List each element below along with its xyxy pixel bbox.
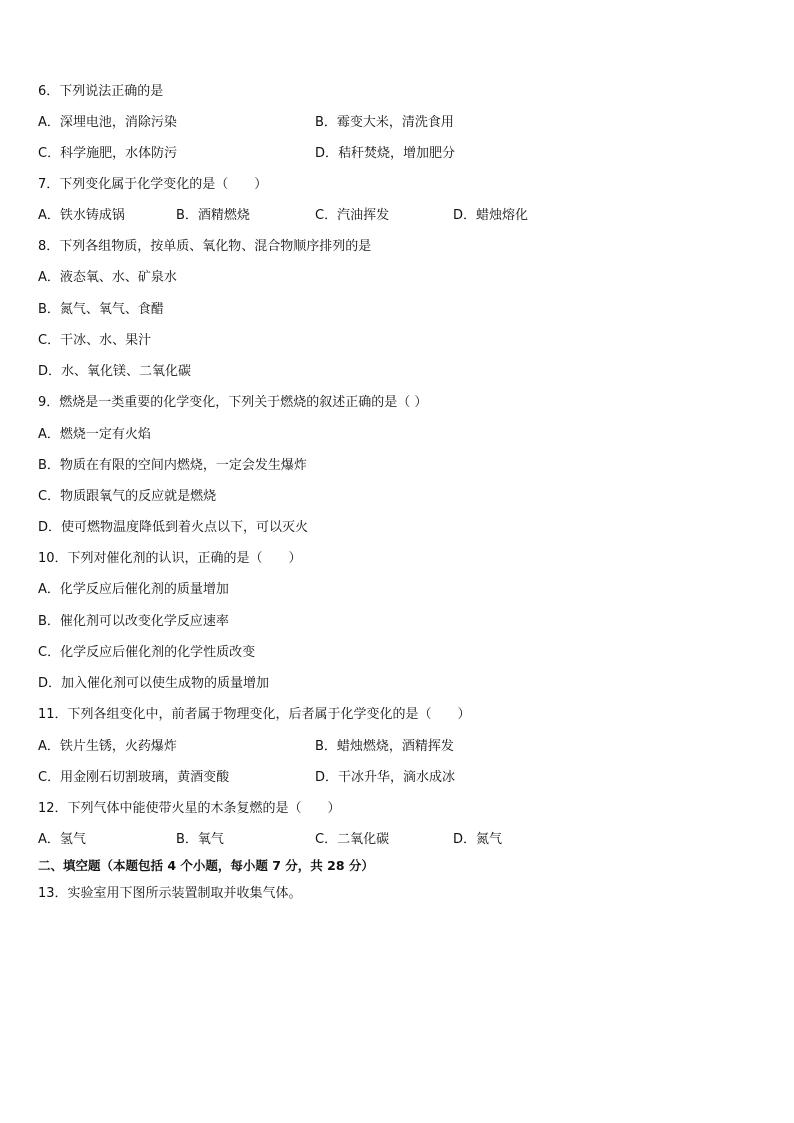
question-8-stem: 8．下列各组物质，按单质、氧化物、混合物顺序排列的是 bbox=[38, 239, 372, 254]
q11-option-d: D．干冰升华，滴水成冰 bbox=[315, 770, 456, 785]
q10-option-b: B．催化剂可以改变化学反应速率 bbox=[38, 614, 229, 629]
q8-option-d: D．水、氧化镁、二氧化碳 bbox=[38, 364, 192, 379]
q8-option-a: A．液态氧、水、矿泉水 bbox=[38, 270, 177, 285]
question-12-stem: 12．下列气体中能使带火星的木条复燃的是（ ） bbox=[38, 801, 341, 816]
q12-option-a: A．氢气 bbox=[38, 832, 86, 847]
question-11-stem: 11．下列各组变化中，前者属于物理变化，后者属于化学变化的是（ ） bbox=[38, 707, 471, 722]
q7-option-a: A．铁水铸成锅 bbox=[38, 208, 125, 223]
q9-option-c: C．物质跟氧气的反应就是燃烧 bbox=[38, 489, 217, 504]
q12-option-c: C．二氧化碳 bbox=[315, 832, 390, 847]
q8-option-b: B．氮气、氧气、食醋 bbox=[38, 302, 164, 317]
q9-option-a: A．燃烧一定有火焰 bbox=[38, 427, 151, 442]
q12-option-b: B．氧气 bbox=[176, 832, 224, 847]
q12-option-d: D．氮气 bbox=[453, 832, 503, 847]
q11-option-c: C．用金刚石切割玻璃，黄酒变酸 bbox=[38, 770, 230, 785]
q9-option-b: B．物质在有限的空间内燃烧，一定会发生爆炸 bbox=[38, 458, 307, 473]
question-13-stem: 13．实验室用下图所示装置制取并收集气体。 bbox=[38, 886, 302, 901]
question-10-stem: 10．下列对催化剂的认识，正确的是（ ） bbox=[38, 551, 302, 566]
q6-option-b: B．霉变大米，清洗食用 bbox=[315, 115, 454, 130]
q6-option-a: A．深埋电池，消除污染 bbox=[38, 115, 177, 130]
q10-option-d: D．加入催化剂可以使生成物的质量增加 bbox=[38, 676, 270, 691]
question-7-stem: 7．下列变化属于化学变化的是（ ） bbox=[38, 177, 268, 192]
q8-option-c: C．干冰、水、果汁 bbox=[38, 333, 152, 348]
q10-option-c: C．化学反应后催化剂的化学性质改变 bbox=[38, 645, 256, 660]
question-9-stem: 9．燃烧是一类重要的化学变化，下列关于燃烧的叙述正确的是（ ） bbox=[38, 395, 428, 410]
q10-option-a: A．化学反应后催化剂的质量增加 bbox=[38, 582, 229, 597]
q7-option-b: B．酒精燃烧 bbox=[176, 208, 250, 223]
q11-option-a: A．铁片生锈，火药爆炸 bbox=[38, 739, 177, 754]
q7-option-d: D．蜡烛熔化 bbox=[453, 208, 529, 223]
section-2-heading: 二、填空题（本题包括 4 个小题，每小题 7 分，共 28 分） bbox=[38, 858, 374, 873]
question-6-stem: 6．下列说法正确的是 bbox=[38, 84, 164, 99]
q9-option-d: D．使可燃物温度降低到着火点以下，可以灭火 bbox=[38, 520, 309, 535]
q6-option-d: D．秸秆焚烧，增加肥分 bbox=[315, 146, 456, 161]
q11-option-b: B．蜡烛燃烧，酒精挥发 bbox=[315, 739, 454, 754]
q6-option-c: C．科学施肥，水体防污 bbox=[38, 146, 178, 161]
q7-option-c: C．汽油挥发 bbox=[315, 208, 390, 223]
